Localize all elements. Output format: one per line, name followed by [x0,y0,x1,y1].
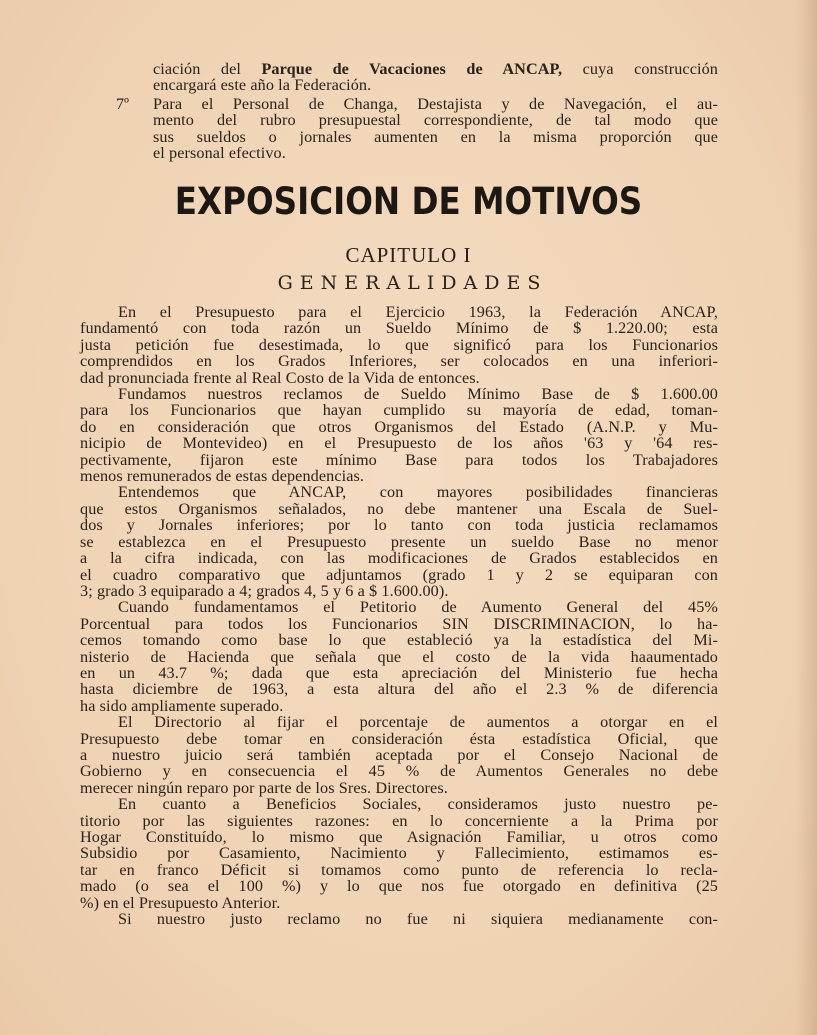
text-line: menos remunerados de estas dependencias. [80,467,365,486]
text-line: tar en franco Déficit si tomamos como punto de referencia lo recla- [80,860,718,879]
text-line: encargará este año la Federación. [153,76,372,95]
text-line: para los Funcionarios que hayan cumplido su mayoría de edad, toman- [80,401,718,420]
chapter-heading: CAPITULO I [345,243,472,267]
text-line: Si nuestro justo reclamo no fue ni siquiera medianamente con- [118,910,718,929]
text-line: se establezca en el Presupuesto presente un sueldo Base no menor [80,532,718,551]
chapter-subtitle: GENERALIDADES [277,272,548,294]
text-line: Para el Personal de Changa, Destajista y de Navegación, el au- [153,95,718,113]
text-line: Entendemos que ANCAP, con mayores posibilidades financieras [118,483,718,502]
text-line: nicipio de Montevideo) en el Presupuesto de los años '63 y '64 res- [80,434,718,453]
text-line: En cuanto a Beneficios Sociales, consideramos justo nuestro pe- [118,795,718,814]
text-line: Cuando fundamentamos el Petitorio de Aumento General del 45% [118,598,718,617]
text-line: a la cifra indicada, con las modificaciones de Grados establecidos en [80,549,718,568]
text-line: mento del rubro presupuestal correspondiente, de tal modo que [153,111,718,130]
text-line: dad pronunciada frente al Real Costo de la Vida de entonces. [80,368,480,387]
text-line: el cuadro comparativo que adjuntamos (grado 1 y 2 se equiparan con [80,565,718,584]
text-line: el personal efectivo. [153,144,286,163]
text-line: en un 43.7 %; dada que esta apreciación del Ministerio fue hecha [80,663,718,682]
text-line: Fundamos nuestros reclamos de Sueldo Mínimo Base de $ 1.600.00 [118,385,718,404]
item-7-text [153,96,718,162]
text-line: Subsidio por Casamiento, Nacimiento y Fallecimiento, estimamos es- [80,844,718,863]
body-text [80,304,718,927]
text-line: ciación del Parque de Vacaciones de ANCAP, cuya construcción [153,60,718,78]
text-line: %) en el Presupuesto Anterior. [80,893,281,912]
text-line: fundamentó con toda razón un Sueldo Mínimo de $ 1.220.00; esta [80,319,718,338]
text-line: Hogar Constituído, lo mismo que Asignación Familiar, u otros como [80,828,718,846]
text-line: sus sueldos o jornales aumenten en la misma proporción que [153,127,718,146]
text-line: do en consideración que otros Organismos del Estado (A.N.P. y Mu- [80,417,718,436]
text-line: dos y Jornales inferiores; por lo tanto con toda justicia reclamamos [80,516,718,535]
section-title: EXPOSICION DE MOTIVOS [174,180,643,223]
text-line: pectivamente, fijaron este mínimo Base para todos los Trabajadores [80,450,718,469]
text-line: hasta diciembre de 1963, a esta altura del año el 2.3 % de diferencia [80,680,718,699]
previous-item-continuation [153,61,718,94]
text-line: ha sido ampliamente superado. [80,696,284,715]
text-line: comprendidos en los Grados Inferiores, ser colocados en una inferiori- [80,352,718,371]
text-line: justa petición fue desestimada, lo que significó para los Funcionarios [80,335,718,354]
text-line: nisterio de Hacienda que señala que el costo de la vida haaumentado [80,647,718,666]
text-line: En el Presupuesto para el Ejercicio 1963, la Federación ANCAP, [118,303,718,321]
text-line: que estos Organismos señalados, no debe mantener una Escala de Suel- [80,499,718,518]
text-line: a nuestro juicio será también aceptada por el Consejo Nacional de [80,745,718,764]
text-line: El Directorio al fijar el porcentaje de aumentos a otorgar en el [118,713,718,732]
text-line: titorio por las siguientes razones: en lo concerniente a la Prima por [80,811,718,830]
text-line: Presupuesto debe tomar en consideración ésta estadística Oficial, que [80,729,718,748]
item-number: 7º [116,96,129,113]
text-line: merecer ningún reparo por parte de los Sres. Directores. [80,778,448,797]
page-edge-shadow [795,0,817,1035]
text-line: Porcentual para todos los Funcionarios SIN DISCRIMINACION, lo ha- [80,614,718,633]
text-line: mado (o sea el 100 %) y lo que nos fue otorgado en definitiva (25 [80,877,718,896]
text-line: cemos tomando como base lo que estableció ya la estadística del Mi- [80,631,718,650]
text-line: Gobierno y en consecuencia el 45 % de Aumentos Generales no debe [80,762,718,781]
text-line: 3; grado 3 equiparado a 4; grados 4, 5 y 6 a $ 1.600.00). [80,581,449,600]
